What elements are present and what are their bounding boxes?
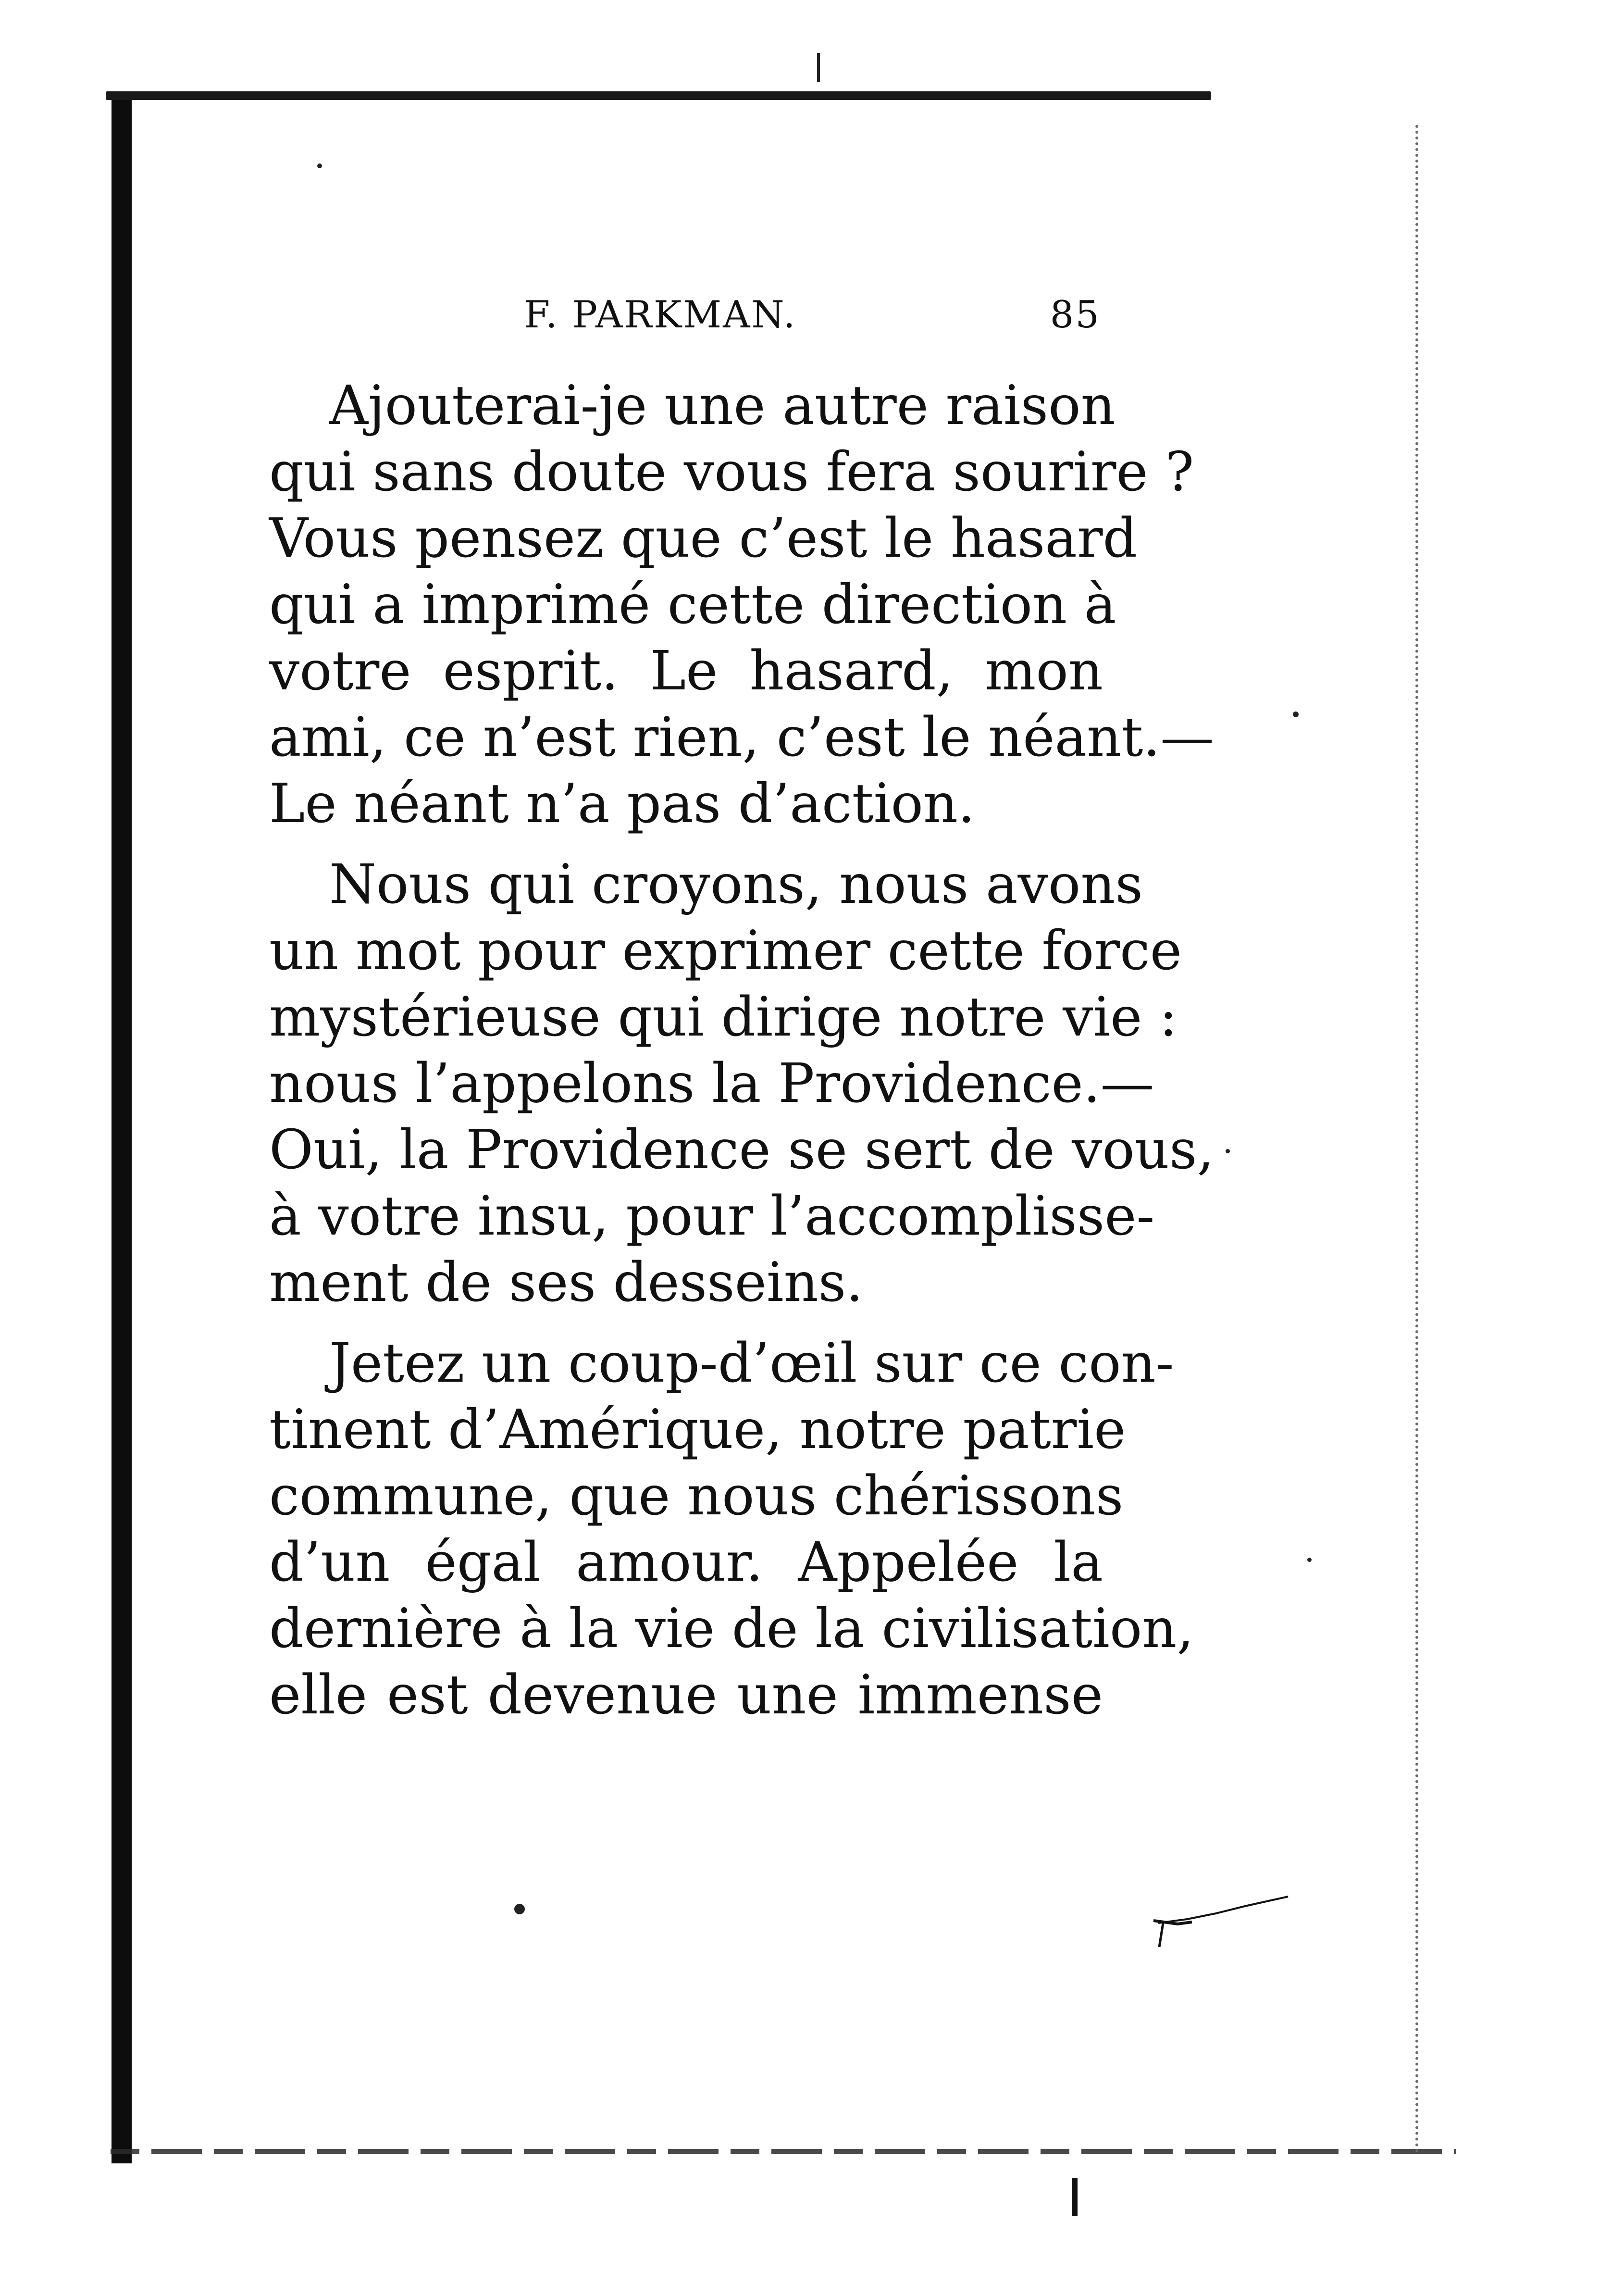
top-scan-border: [106, 91, 1211, 100]
pen-scribble: [1149, 1894, 1293, 1952]
ink-speck: [1293, 712, 1299, 717]
text-line: Le néant n’a pas d’action.: [269, 773, 975, 835]
text-line: tinent d’Amérique, notre patrie: [269, 1399, 1126, 1461]
text-line: mystérieuse qui dirige notre vie :: [269, 986, 1178, 1049]
running-head: F. PARKMAN.: [524, 293, 797, 337]
text-line: dernière à la vie de la civilisation,: [269, 1598, 1194, 1660]
text-line: Jetez un coup-d’œil sur ce con-: [329, 1332, 1174, 1395]
text-line: d’un égal amour. Appelée la: [269, 1531, 1103, 1594]
text-line: Oui, la Providence se sert de vous,: [269, 1119, 1215, 1181]
ink-speck: [1307, 1558, 1312, 1562]
binding-edge: [112, 91, 132, 2163]
text-line: nous l’appelons la Providence.—: [269, 1052, 1154, 1115]
text-line: qui a imprimé cette direction à: [269, 574, 1116, 636]
text-line: commune, que nous chérissons: [269, 1465, 1124, 1527]
scan-mark-top: [817, 53, 820, 82]
page-edge: [1415, 125, 1418, 2154]
ink-speck: [317, 163, 322, 168]
ink-speck: [514, 1904, 525, 1914]
text-line: ment de ses desseins.: [269, 1251, 863, 1314]
text-line: votre esprit. Le hasard, mon: [269, 640, 1103, 702]
text-line: Ajouterai-je une autre raison: [329, 375, 1116, 437]
paragraph-2: [269, 851, 1215, 1316]
text-line: à votre insu, pour l’accomplisse-: [269, 1185, 1155, 1248]
bottom-scan-border: [111, 2149, 1456, 2154]
body-text: [269, 373, 1215, 1743]
text-line: Vous pensez que c’est le hasard: [269, 507, 1138, 570]
text-line: ami, ce n’est rien, c’est le néant.—: [269, 706, 1215, 769]
text-line: qui sans doute vous fera sourire ?: [269, 441, 1194, 503]
text-line: Nous qui croyons, nous avons: [329, 853, 1143, 916]
page-header: [524, 293, 1101, 351]
text-line: elle est devenue une immense: [269, 1664, 1103, 1726]
paragraph-1: [269, 373, 1215, 837]
page-number: 85: [1050, 293, 1101, 337]
paragraph-3: [269, 1330, 1194, 1728]
text-line: un mot pour exprimer cette force: [269, 920, 1182, 982]
scan-mark-bottom: [1072, 2178, 1078, 2216]
ink-speck: [1226, 1149, 1230, 1153]
